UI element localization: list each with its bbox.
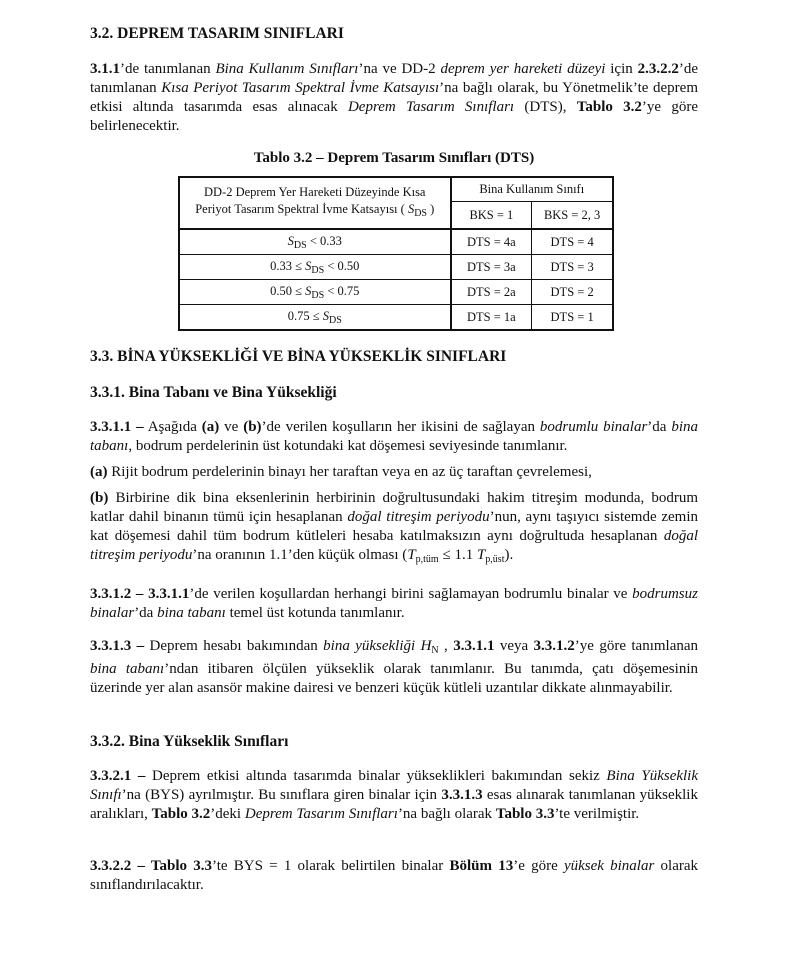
- paragraph-condition-b: [90, 489, 698, 569]
- text: ’te BYS = 1 olarak belirtilen binalar: [212, 858, 450, 874]
- sds-range-cell: [179, 229, 451, 255]
- dts-table: [178, 176, 614, 331]
- dts-bks23-cell: DTS = 2: [532, 280, 613, 305]
- table-row: [179, 280, 613, 305]
- subscript: p,üst: [485, 554, 505, 565]
- ref: 3.3.1.1 –: [90, 419, 144, 435]
- symbol: H: [420, 638, 432, 654]
- section-heading-3-2: 3.2. DEPREM TASARIM SINIFLARI: [90, 25, 344, 42]
- paragraph-3-3-2-2: [90, 857, 698, 895]
- paragraph-3-2-intro: [90, 60, 698, 136]
- ref: 3.3.1.1: [453, 638, 495, 654]
- subscript: DS: [311, 289, 325, 301]
- text: ,: [438, 638, 454, 654]
- dts-bks23-cell: DTS = 1: [532, 305, 613, 331]
- text: olarak sınıflandırılacaktır.: [90, 858, 699, 893]
- symbol: T: [407, 547, 416, 563]
- ref: (b): [243, 419, 262, 435]
- ref: (a): [201, 419, 220, 435]
- sds-range-cell: [179, 255, 451, 280]
- ref: 3.3.1.2 – 3.3.1.1: [90, 586, 190, 602]
- dts-bks1-cell: DTS = 1a: [451, 305, 532, 331]
- dts-bks1-cell: DTS = 2a: [451, 280, 532, 305]
- table-header-bks1: BKS = 1: [451, 202, 532, 229]
- term: Kısa Periyot Tasarım Spektral İvme Katsayısı: [161, 80, 440, 96]
- paragraph-3-3-1-3: [90, 637, 698, 698]
- range-post: < 0.33: [306, 233, 342, 248]
- text: ve: [219, 419, 244, 435]
- text: ).: [504, 547, 514, 563]
- text: ’na oranının 1.1’den küçük olması (: [192, 547, 408, 563]
- term: yüksek binalar: [563, 858, 655, 874]
- text: ’na bağlı olarak: [397, 806, 496, 822]
- header-line: Periyot Tasarım Spektral İvme Katsayısı (: [195, 202, 405, 216]
- subscript: DS: [414, 208, 427, 219]
- term: bodrumsuz binalar: [90, 586, 698, 621]
- subsection-heading-3-3-1: 3.3.1. Bina Tabanı ve Bina Yüksekliği: [90, 384, 337, 401]
- text: ’da: [134, 605, 158, 621]
- header-line: DD-2 Deprem Yer Hareketi Düzeyinde Kısa: [204, 185, 426, 199]
- term: bodrumlu binalar: [539, 419, 648, 435]
- dts-bks23-cell: DTS = 3: [532, 255, 613, 280]
- term: Deprem Tasarım Sınıfları: [347, 99, 515, 115]
- ref: Tablo 3.3: [495, 806, 555, 822]
- ref: Bölüm 13: [449, 858, 514, 874]
- subscript: DS: [328, 314, 342, 326]
- term: doğal titreşim periyodu: [347, 509, 490, 525]
- range-pre: 0.50 ≤: [270, 283, 306, 298]
- sds-range-cell: [179, 280, 451, 305]
- text: ’de tanımlanan: [120, 61, 216, 77]
- term: bina tabanı: [90, 661, 165, 677]
- ref: 3.1.1: [90, 61, 120, 77]
- subscript: N: [431, 645, 439, 656]
- text: ’nun, aynı taşıyıcı sistemde zemin kat döşemesi dahil tüm bodrum kütleleri hesaba katılmaksızın aynı doğrultuda hesaplanan: [90, 509, 698, 544]
- table-header-bks23: BKS = 2, 3: [532, 202, 613, 229]
- sds-range-cell: [179, 305, 451, 331]
- text: veya: [494, 638, 534, 654]
- table-caption: Tablo 3.2 – Deprem Tasarım Sınıfları (DTS): [253, 150, 535, 166]
- table-row: [179, 255, 613, 280]
- ref: 2.3.2.2: [637, 61, 679, 77]
- table-row: [179, 305, 613, 331]
- ref: 3.3.1.2: [533, 638, 575, 654]
- dts-bks1-cell: DTS = 4a: [451, 229, 532, 255]
- ref: 3.3.1.3: [441, 787, 483, 803]
- ref: (a): [90, 464, 108, 480]
- text: ’ye göre belirlenecektir.: [90, 99, 699, 134]
- dts-bks23-cell: DTS = 4: [532, 229, 613, 255]
- text: Deprem hesabı bakımından: [144, 638, 324, 654]
- text: ’na ve DD-2: [358, 61, 441, 77]
- ref: 3.3.2.1 –: [90, 768, 146, 784]
- paragraph-3-3-1-1: [90, 418, 698, 456]
- symbol: T: [476, 547, 486, 563]
- range-post: < 0.75: [324, 283, 360, 298]
- ref: 3.3.2.2 – Tablo 3.3: [90, 858, 213, 874]
- text: (DTS),: [514, 99, 577, 115]
- subscript: p,tüm: [415, 554, 439, 565]
- term: Bina Yükseklik Sınıfı: [90, 768, 699, 803]
- range-post: < 0.50: [324, 258, 360, 273]
- symbol: S: [305, 283, 312, 298]
- text: temel üst kotunda tanımlanır.: [225, 605, 405, 621]
- table-header-sds: [179, 177, 451, 229]
- table-row: [179, 229, 613, 255]
- header-line: ): [427, 202, 435, 216]
- text: ’te verilmiştir.: [554, 806, 640, 822]
- text: ’de verilen koşulların her ikisini de sağlayan: [261, 419, 540, 435]
- text: , bodrum perdelerinin üst kotundaki kat döşemesi seviyesinde tanımlanır.: [128, 438, 568, 454]
- symbol: S: [407, 202, 415, 216]
- term: Bina Kullanım Sınıfları: [215, 61, 359, 77]
- ref: Tablo 3.2: [576, 99, 642, 115]
- subsection-heading-3-3-2: 3.3.2. Bina Yükseklik Sınıfları: [90, 733, 289, 750]
- text: Aşağıda: [143, 419, 202, 435]
- range-pre: 0.33 ≤: [270, 258, 306, 273]
- paragraph-condition-a: [90, 463, 698, 482]
- ref: 3.3.1.3 –: [90, 638, 145, 654]
- text: ’na bağlı olarak, bu Yönetmelik’te deprem etkisi altında tasarımda esas alınacak: [90, 80, 698, 115]
- text: Birbirine dik bina eksenlerinin herbirinin doğrultusundaki hakim titreşim modunda, bodrum katlar dahil binanın tümü için hesaplanan: [90, 490, 698, 525]
- text: ’deki: [210, 806, 245, 822]
- subscript: DS: [311, 264, 325, 276]
- ref: (b): [90, 490, 109, 506]
- paragraph-3-3-1-2: [90, 585, 698, 623]
- symbol: S: [305, 258, 312, 273]
- term: deprem yer hareketi düzeyi: [440, 61, 606, 77]
- dts-bks1-cell: DTS = 3a: [451, 255, 532, 280]
- term: bina tabanı: [157, 605, 226, 621]
- term: bina yüksekliği: [323, 638, 416, 654]
- term: Deprem Tasarım Sınıfları: [244, 806, 398, 822]
- ref: Tablo 3.2: [151, 806, 211, 822]
- range-pre: 0.75 ≤: [287, 308, 323, 323]
- text: Rijit bodrum perdelerinin binayı her taraftan veya en az üç taraftan çevrelemesi,: [107, 464, 592, 480]
- subscript: DS: [293, 239, 307, 251]
- text: ’na (BYS) ayrılmıştır. Bu sınıflara giren binalar için: [121, 787, 442, 803]
- symbol: S: [287, 233, 294, 248]
- symbol: S: [322, 308, 329, 323]
- paragraph-3-3-2-1: [90, 767, 698, 824]
- section-heading-3-3: 3.3. BİNA YÜKSEKLİĞİ VE BİNA YÜKSEKLİK SINIFLARI: [90, 348, 507, 365]
- table-header-group: Bina Kullanım Sınıfı: [451, 177, 613, 202]
- text: esas alınarak tanımlanan yükseklik aralıkları,: [90, 787, 698, 822]
- text: için: [605, 61, 638, 77]
- text: ’da: [647, 419, 672, 435]
- text: ’de verilen koşullardan herhangi birini sağlamayan bodrumlu binalar ve: [189, 586, 633, 602]
- text: ’de tanımlanan: [90, 61, 698, 96]
- term: doğal titreşim periyodu: [90, 528, 698, 563]
- text: Deprem etkisi altında tasarımda binalar yükseklikleri bakımından sekiz: [145, 768, 607, 784]
- text: ’ndan itibaren ölçülen yükseklik olarak tanımlanır. Bu tanımda, çatı döşemesinin üzerinde yer alan asansör makine dairesi ve benzeri küçük kütleli uzantılar dikkate alınmayabilir.: [90, 661, 698, 696]
- term: bina tabanı: [90, 419, 698, 454]
- text: ≤ 1.1: [438, 547, 477, 563]
- text: ’e göre: [513, 858, 564, 874]
- text: ’ye göre tanımlanan: [574, 638, 699, 654]
